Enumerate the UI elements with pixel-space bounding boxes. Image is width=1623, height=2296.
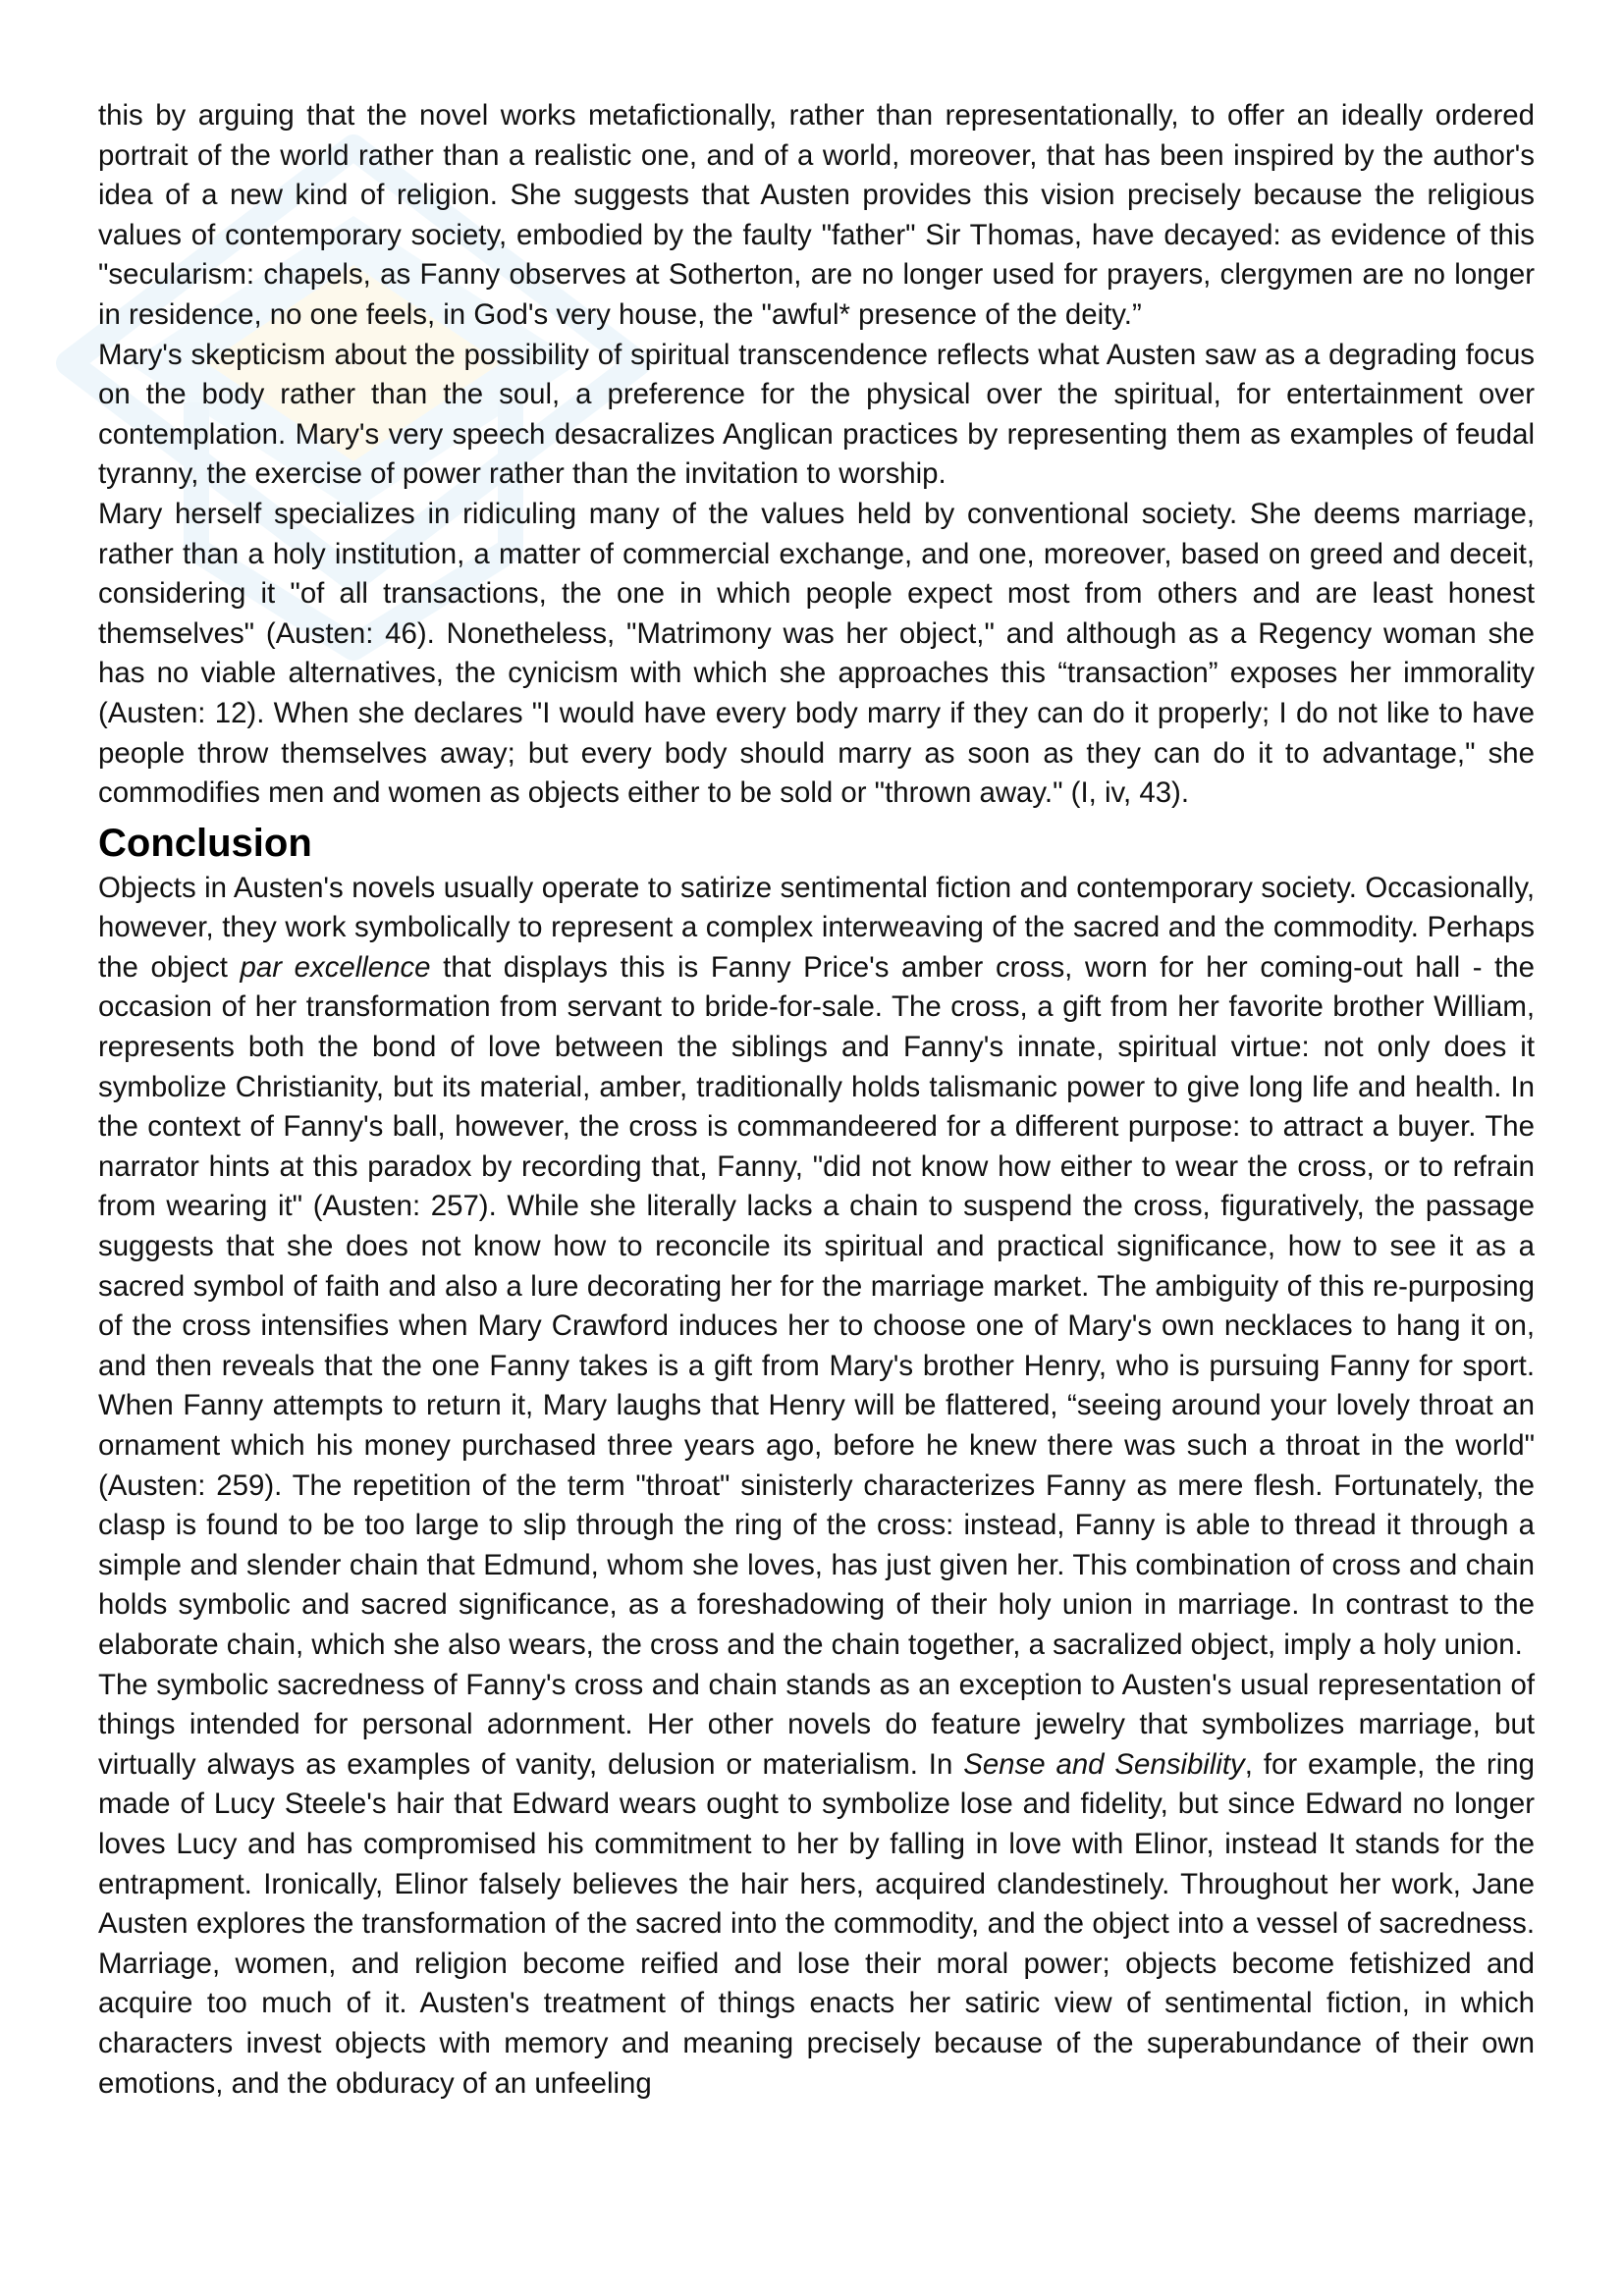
paragraph-5-emphasis: Sense and Sensibility [963,1747,1245,1781]
section-heading-conclusion: Conclusion [98,821,312,865]
paragraph-5-part-a: The symbolic sacredness of Fanny's cross and chain stands as an exception to Austen's usual representation of things intended for personal adornment. Her other novels do feature jewelry that symbolizes marriage, but virtually always as examples of vanity, delusion or materialism. In [98,1668,1535,1781]
paragraph-4-part-b: that displays this is Fanny Price's amber cross, worn for her coming-out hall - the occasion of her transformation from servant to bride-for-sale. The cross, a gift from her favorite brother William, represents both the bond of love between the siblings and Fanny's innate, spiritual virtue: not only does it symbolize Christianity, but its material, amber, traditionally holds talismanic power to give long life and health. In the context of Fanny's ball, however, the cross is commandeered for a different purpose: to attract a buyer. The narrator hints at this paradox by recording that, Fanny, "did not know how either to wear the cross, or to refrain from wearing it" (Austen: 257). While she literally lacks a chain to suspend the cross, figuratively, the passage suggests that she does not know how to reconcile its spiritual and practical significance, how to see it as a sacred symbol of faith and also a lure decorating her for the marriage market. The ambiguity of this re-purposing of the cross intensifies when Mary Crawford induces her to choose one of Mary's own necklaces to hang it on, and then reveals that the one Fanny takes is a gift from Mary's brother Henry, who is pursuing Fanny for sport. When Fanny attempts to return it, Mary laughs that Henry will be flattered, “seeing around your lovely throat an ornament which his money purchased three years ago, before he knew there was such a throat in the world" (Austen: 259). The repetition of the term "throat" sinisterly characterizes Fanny as mere flesh. Fortunately, the clasp is found to be too large to slip through the ring of the cross: instead, Fanny is able to thread it through a simple and slender chain that Edmund, whom she loves, has just given her. This combination of cross and chain holds symbolic and sacred significance, as a foreshadowing of their holy union in marriage. In contrast to the elaborate chain, which she also wears, the cross and the chain together, a sacralized object, imply a holy union. [98,950,1535,1661]
paragraph-3: Mary herself specializes in ridiculing many of the values held by conventional society. She deems marriage, rather than a holy institution, a matter of commercial exchange, and one, moreover, based on greed and deceit, considering it "of all transactions, the one in which people expect most from others and are least honest themselves" (Austen: 46). Nonetheless, "Matrimony was her object," and although as a Regency woman she has no viable alternatives, the cynicism with which she approaches this “transaction” exposes her immorality (Austen: 12). When she declares "I would have every body marry if they can do it properly; I do not like to have people throw themselves away; but every body should marry as soon as they can do it to advantage," she commodifies men and women as objects either to be sold or "thrown away." (I, iv, 43). [98,497,1535,810]
paragraph-5 [98,1666,1535,2105]
paragraph-4-part-a: Objects in Austen's novels usually operate to satirize sentimental fiction and contemporary society. Occasionally, however, they work symbolically to represent a complex interweaving of the sacred and the commodity. Perhaps the object [98,871,1535,984]
paragraph-4 [98,869,1535,1666]
document-body [98,96,1535,2104]
paragraph-4-emphasis: par excellence [240,950,431,984]
paragraph-1: this by arguing that the novel works metafictionally, rather than representationally, to offer an ideally ordered portrait of the world rather than a realistic one, and of a world, moreover, that has been inspired by the author's idea of a new kind of religion. She suggests that Austen provides this vision precisely because the religious values of contemporary society, embodied by the faulty "father" Sir Thomas, have decayed: as evidence of this "secularism: chapels, as Fanny observes at Sotherton, are no longer used for prayers, clergymen are no longer in residence, no one feels, in God's very house, the "awful* presence of the deity.” [98,99,1535,331]
paragraph-2: Mary's skepticism about the possibility of spiritual transcendence reflects what Austen saw as a degrading focus on the body rather than the soul, a preference for the physical over the spiritual, for entertainment over contemplation. Mary's very speech desacralizes Anglican practices by representing them as examples of feudal tyranny, the exercise of power rather than the invitation to worship. [98,338,1535,491]
paragraph-5-part-b: , for example, the ring made of Lucy Steele's hair that Edward wears ought to symbolize lose and fidelity, but since Edward no longer loves Lucy and has compromised his commitment to her by falling in love with Elinor, instead It stands for the entrapment. Ironically, Elinor falsely believes the hair hers, acquired clandestinely. Throughout her work, Jane Austen explores the transformation of the sacred into the commodity, and the object into a vessel of sacredness. Marriage, women, and religion become reified and lose their moral power; objects become fetishized and acquire too much of it. Austen's treatment of things enacts her satiric view of sentimental fiction, in which characters invest objects with memory and meaning precisely because of the superabundance of their own emotions, and the obduracy of an unfeeling [98,1747,1535,2100]
